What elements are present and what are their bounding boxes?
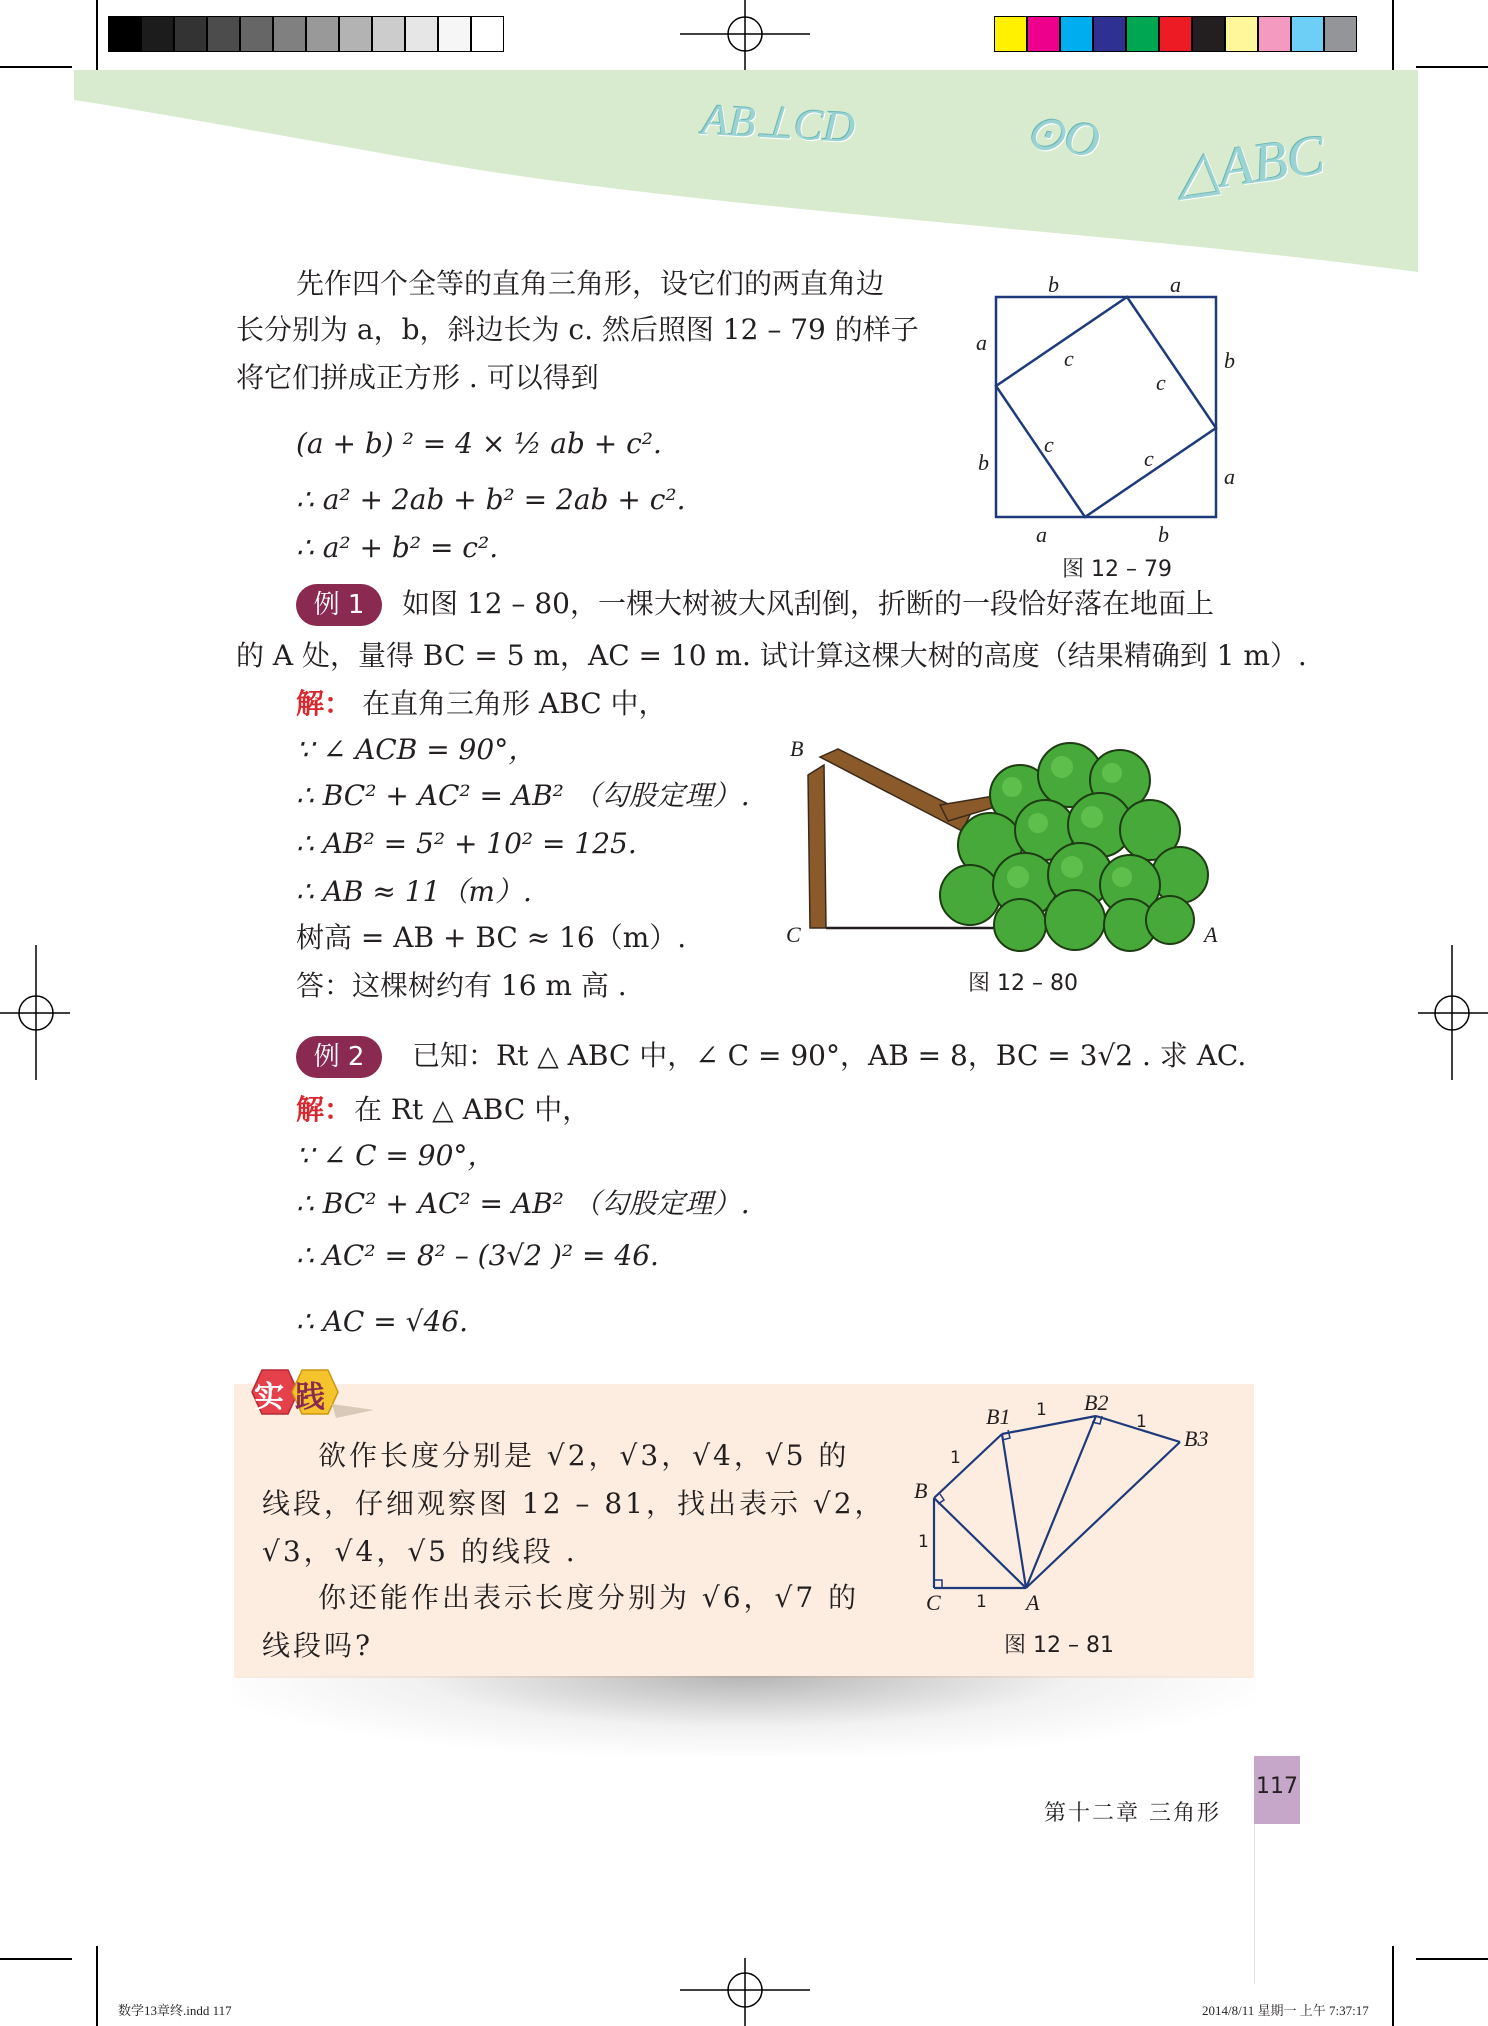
example-1-line-1: 如图 12 – 80，一棵大树被大风刮倒，折断的一段恰好落在地面上 xyxy=(402,587,1214,620)
print-file-name: 数学13章终.indd 117 xyxy=(118,2003,232,2018)
fig79-label-b-left: b xyxy=(978,450,989,475)
page-number: 117 xyxy=(1256,1774,1298,1799)
fig79-label-a-left: a xyxy=(976,330,987,355)
example-1-solution-intro: 在直角三角形 ABC 中， xyxy=(362,687,667,720)
intro-line-3: 将它们拼成正方形 . 可以得到 xyxy=(236,361,599,394)
intro-line-1: 先作四个全等的直角三角形，设它们的两直角边 xyxy=(296,267,885,300)
fig81-label-1-b-b1: 1 xyxy=(950,1448,961,1468)
header-symbol-circle: ⊙O xyxy=(1021,105,1104,168)
fig81-label-b1: B1 xyxy=(986,1404,1011,1429)
practice-line-1: 欲作长度分别是 √2，√3，√4，√5 的 xyxy=(318,1439,850,1472)
chapter-title: 第十二章 三角形 xyxy=(1044,1801,1221,1826)
print-timestamp: 2014/8/11 星期一 上午 7:37:17 xyxy=(1202,2003,1369,2018)
figure-12-79 xyxy=(960,270,1250,530)
example-1-solution-label: 解： xyxy=(296,687,353,720)
equation-2: ∴ a² + 2ab + b² = 2ab + c². xyxy=(296,483,686,516)
example-1-step-6: 答：这棵树约有 16 m 高 . xyxy=(296,969,627,1002)
page-edge-line xyxy=(1254,1824,1255,1984)
fig80-label-b: B xyxy=(790,736,804,761)
example-1-badge: 例 1 xyxy=(296,584,382,626)
fig81-label-c: C xyxy=(926,1590,941,1615)
example-2-step-4: ∴ AC = √46. xyxy=(296,1305,468,1338)
practice-line-2: 线段，仔细观察图 12 – 81，找出表示 √2， xyxy=(262,1487,886,1520)
fig79-label-b-right: b xyxy=(1224,348,1235,373)
fig81-label-b3: B3 xyxy=(1184,1426,1209,1451)
fig79-label-c-3: c xyxy=(1044,432,1054,457)
fig79-label-c-4: c xyxy=(1144,446,1154,471)
practice-title-2: 践 xyxy=(295,1380,325,1415)
example-2-badge: 例 2 xyxy=(296,1036,382,1078)
example-2-solution-intro: 在 Rt △ ABC 中， xyxy=(354,1093,591,1126)
fig80-label-a: A xyxy=(1204,922,1218,947)
practice-title-1: 实 xyxy=(254,1380,284,1415)
fig80-caption: 图 12 – 80 xyxy=(968,971,1078,996)
fig79-caption: 图 12 – 79 xyxy=(1062,557,1172,582)
fig81-label-1-bottom: 1 xyxy=(976,1592,987,1612)
example-2-step-3: ∴ AC² = 8² – (3√2 )² = 46. xyxy=(296,1239,659,1272)
header-symbol-triangle: △ABC xyxy=(1172,123,1329,207)
fig81-label-b2: B2 xyxy=(1084,1390,1109,1415)
fig79-label-b-bottom: b xyxy=(1158,522,1169,547)
fig80-label-c: C xyxy=(786,922,801,947)
fig79-label-b-top: b xyxy=(1048,272,1059,297)
example-1-step-5: 树高 = AB + BC ≈ 16（m）. xyxy=(296,921,687,954)
practice-line-5: 线段吗? xyxy=(262,1629,374,1662)
practice-line-4: 你还能作出表示长度分别为 √6，√7 的 xyxy=(318,1581,860,1614)
example-2-statement: 已知：Rt △ ABC 中，∠ C = 90°，AB = 8，BC = 3√2 . 求 AC. xyxy=(412,1039,1247,1072)
fig79-label-c-2: c xyxy=(1156,370,1166,395)
equation-3: ∴ a² + b² = c². xyxy=(296,531,499,564)
figure-12-81 xyxy=(900,1390,1240,1620)
practice-shadow xyxy=(232,1676,1256,1756)
fig81-label-b: B xyxy=(914,1478,928,1503)
fig81-label-a: A xyxy=(1026,1590,1040,1615)
example-2-solution-label: 解： xyxy=(296,1093,353,1126)
fig79-label-a-bottom: a xyxy=(1036,522,1047,547)
fig79-label-a-right: a xyxy=(1224,464,1235,489)
figure-12-80 xyxy=(790,735,1230,965)
header-symbol-perpendicular: AB⊥CD xyxy=(700,95,857,152)
fig79-label-c-1: c xyxy=(1064,346,1074,371)
example-1-step-4: ∴ AB ≈ 11（m）. xyxy=(296,875,532,908)
equation-1: (a + b) ² = 4 × ½ ab + c². xyxy=(296,427,662,460)
fig81-label-1-b2-b3: 1 xyxy=(1136,1412,1147,1432)
example-2-step-1: ∵ ∠ C = 90°， xyxy=(296,1139,496,1172)
fig81-label-1-b1-b2: 1 xyxy=(1036,1400,1047,1420)
fig81-label-1-left: 1 xyxy=(918,1532,929,1552)
example-1-step-1: ∵ ∠ ACB = 90°， xyxy=(296,733,537,766)
fig79-label-a-top: a xyxy=(1170,272,1181,297)
example-1-step-2: ∴ BC² + AC² = AB² （勾股定理）. xyxy=(296,779,750,812)
example-1-line-2: 的 A 处，量得 BC = 5 m，AC = 10 m. 试计算这棵大树的高度（结果精确到 1 m）. xyxy=(236,639,1307,672)
example-2-step-2: ∴ BC² + AC² = AB² （勾股定理）. xyxy=(296,1187,750,1220)
example-1-step-3: ∴ AB² = 5² + 10² = 125. xyxy=(296,827,637,860)
practice-line-3: √3，√4，√5 的线段 . xyxy=(262,1535,578,1568)
intro-line-2: 长分别为 a，b，斜边长为 c. 然后照图 12 – 79 的样子 xyxy=(236,313,919,346)
fig81-caption: 图 12 – 81 xyxy=(1004,1633,1114,1658)
